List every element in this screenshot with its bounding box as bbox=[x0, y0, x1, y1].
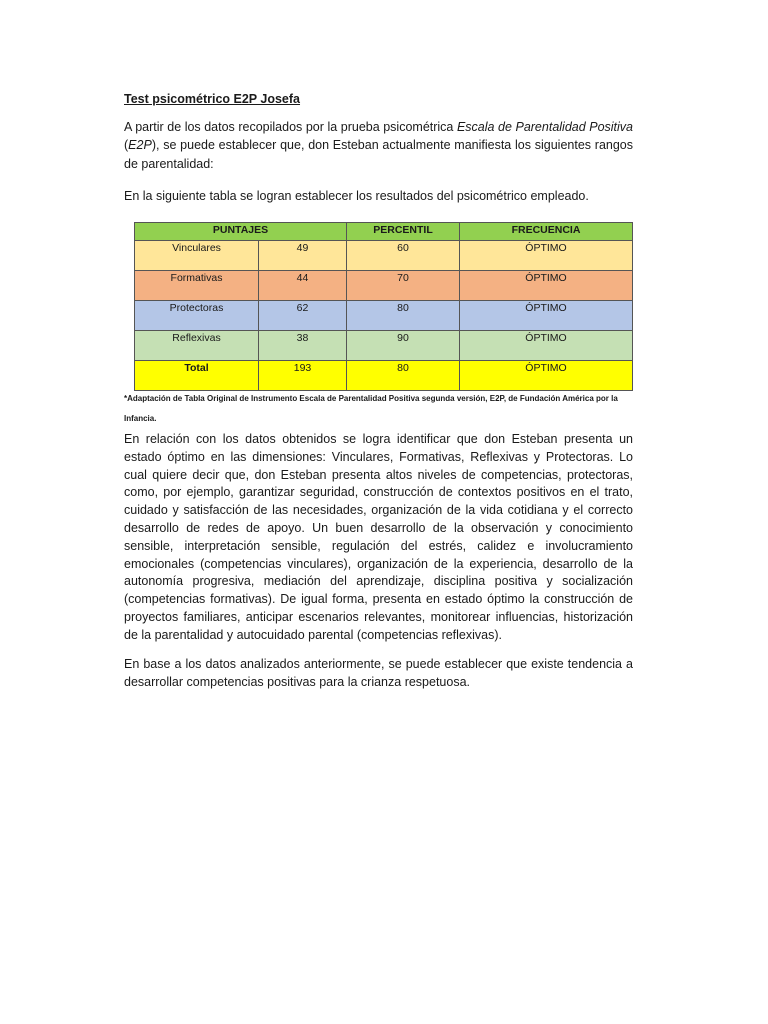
row-percentile: 90 bbox=[347, 331, 460, 361]
table-footnote: *Adaptación de Tabla Original de Instrumento Escala de Parentalidad Positiva segunda versión, E2P, de Fundación América por la Infancia. bbox=[124, 394, 618, 423]
row-label: Vinculares bbox=[135, 241, 259, 271]
table-row-vinculares bbox=[135, 241, 633, 271]
row-label: Total bbox=[135, 361, 259, 391]
table-intro-paragraph: En la siguiente tabla se logran establecer los resultados del psicométrico empleado. bbox=[124, 189, 589, 203]
row-frequency: ÓPTIMO bbox=[460, 271, 633, 301]
table-row-formativas bbox=[135, 271, 633, 301]
intro-paragraph bbox=[124, 118, 633, 173]
row-frequency: ÓPTIMO bbox=[460, 241, 633, 271]
conclusion-paragraph: En base a los datos analizados anteriormente, se puede establecer que existe tendencia a desarrollar competencias positivas para la crianza respetuosa. bbox=[124, 657, 633, 689]
analysis-paragraph: En relación con los datos obtenidos se logra identificar que don Esteban presenta un estado óptimo en las dimensiones: Vinculares, Formativas, Reflexivas y Protectoras. Lo cual quiere decir que, don Esteban presenta altos niveles de competencias, protectoras, como, por ejemplo, garantizar seguridad, construcción de contextos positivos en el trato, cuidado y satisfacción de las necesidades, organización de la vida cotidiana y el correcto desarrollo de redes de apoyo. Un buen desarrollo de la observación y conocimiento sensible, interpretación sensible, regulación del estrés, calidez e involucramiento emocionales (competencias vinculares), organización de la experiencia, desarrollo de la autonomía progresiva, mediación del aprendizaje, disciplina positiva y socialización (competencias formativas). De igual forma, presenta en estado óptimo la construcción de proyectos familiares, anticipar escenarios relevantes, monitorear influencias, historización de la parentalidad y autocuidado parental (competencias reflexivas). bbox=[124, 432, 633, 642]
header-percentil: PERCENTIL bbox=[347, 223, 460, 241]
row-frequency: ÓPTIMO bbox=[460, 361, 633, 391]
row-score: 62 bbox=[259, 301, 347, 331]
row-label: Protectoras bbox=[135, 301, 259, 331]
scale-name: Escala de Parentalidad Positiva bbox=[456, 120, 633, 134]
row-frequency: ÓPTIMO bbox=[460, 331, 633, 361]
row-percentile: 70 bbox=[347, 271, 460, 301]
results-table bbox=[134, 222, 633, 391]
row-score: 44 bbox=[259, 271, 347, 301]
row-frequency: ÓPTIMO bbox=[460, 301, 633, 331]
intro-open-paren: ( bbox=[124, 138, 129, 153]
row-score: 38 bbox=[259, 331, 347, 361]
row-percentile: 80 bbox=[347, 301, 460, 331]
table-row-total bbox=[135, 361, 633, 391]
header-puntajes: PUNTAJES bbox=[135, 223, 347, 241]
intro-text-before: A partir de los datos recopilados por la prueba psicométrica bbox=[124, 120, 457, 134]
row-score: 49 bbox=[259, 241, 347, 271]
document-title: Test psicométrico E2P Josefa bbox=[124, 92, 301, 106]
table-row-protectoras bbox=[135, 301, 633, 331]
row-label: Reflexivas bbox=[135, 331, 259, 361]
intro-text-after: ), se puede establecer que, don Esteban actualmente manifiesta los siguientes rangos de parentalidad: bbox=[124, 138, 633, 171]
row-label: Formativas bbox=[135, 271, 259, 301]
table-row-reflexivas bbox=[135, 331, 633, 361]
header-frecuencia: FRECUENCIA bbox=[460, 223, 633, 241]
row-percentile: 80 bbox=[347, 361, 460, 391]
row-percentile: 60 bbox=[347, 241, 460, 271]
table-header-row bbox=[135, 223, 633, 241]
scale-abbreviation: E2P bbox=[128, 138, 152, 153]
row-score: 193 bbox=[259, 361, 347, 391]
